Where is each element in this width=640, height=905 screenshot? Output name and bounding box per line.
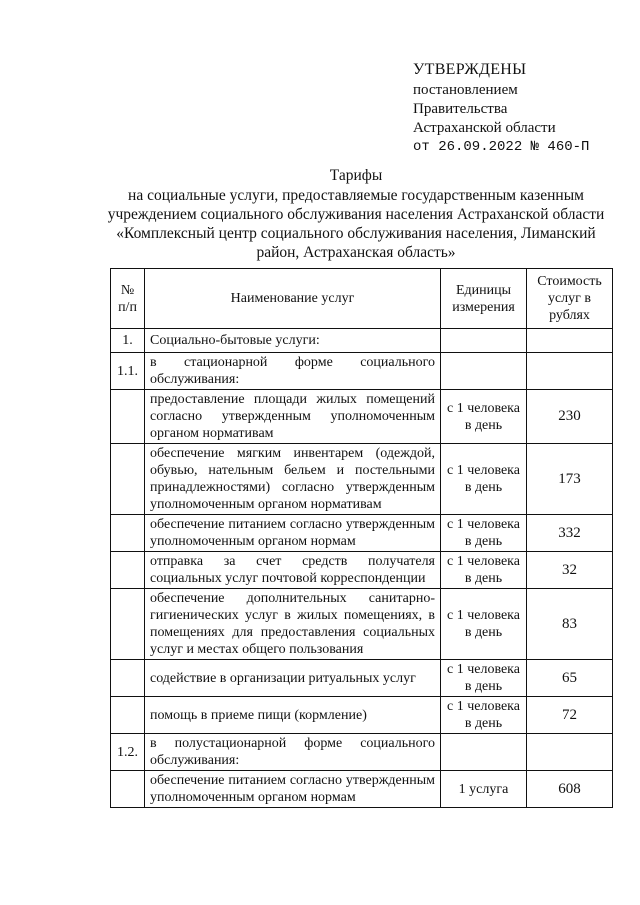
header-unit: Единицы измерения bbox=[441, 269, 527, 329]
tariffs-table bbox=[110, 268, 613, 808]
approval-line-2: Правительства bbox=[413, 101, 508, 117]
row-num bbox=[111, 552, 145, 589]
table-row bbox=[111, 390, 613, 444]
row-name: обеспечение питанием согласно утвержденным уполномоченным органом нормам bbox=[145, 515, 441, 552]
row-unit bbox=[441, 329, 527, 353]
row-num: 1. bbox=[111, 329, 145, 353]
row-unit: с 1 человека в день bbox=[441, 444, 527, 515]
row-name: обеспечение дополнительных санитарно-гигиенических услуг в жилых помещениях, в помещениях для предоставления социальных услуг и местах общего пользования bbox=[145, 589, 441, 660]
table-row bbox=[111, 353, 613, 390]
title-line-1: на социальные услуги, предоставляемые государственным казенным bbox=[128, 187, 584, 204]
row-unit: с 1 человека в день bbox=[441, 589, 527, 660]
approval-line-3: Астраханской области bbox=[413, 120, 556, 136]
table-row bbox=[111, 734, 613, 771]
row-name: в полустационарной форме социального обслуживания: bbox=[145, 734, 441, 771]
row-num bbox=[111, 589, 145, 660]
table-row bbox=[111, 329, 613, 353]
row-unit bbox=[441, 734, 527, 771]
approval-heading: УТВЕРЖДЕНЫ bbox=[413, 61, 527, 78]
row-name: Социально-бытовые услуги: bbox=[145, 329, 441, 353]
row-cost: 332 bbox=[527, 515, 613, 552]
table-row bbox=[111, 771, 613, 808]
row-name: помощь в приеме пищи (кормление) bbox=[145, 697, 441, 734]
row-num bbox=[111, 660, 145, 697]
row-name: обеспечение мягким инвентарем (одеждой, обувью, нательным бельем и постельными принадлежностями) согласно утвержденным уполномоченным органом нормативам bbox=[145, 444, 441, 515]
row-cost bbox=[527, 329, 613, 353]
table-row bbox=[111, 589, 613, 660]
approval-line-1: постановлением bbox=[413, 82, 518, 98]
row-num bbox=[111, 697, 145, 734]
header-name: Наименование услуг bbox=[145, 269, 441, 329]
row-num bbox=[111, 771, 145, 808]
row-unit: с 1 человека в день bbox=[441, 697, 527, 734]
row-num bbox=[111, 515, 145, 552]
row-cost: 32 bbox=[527, 552, 613, 589]
table-row bbox=[111, 552, 613, 589]
table-row bbox=[111, 444, 613, 515]
row-name: предоставление площади жилых помещений согласно утвержденным уполномоченным органом нормативам bbox=[145, 390, 441, 444]
approval-block bbox=[413, 60, 589, 157]
table-header-row bbox=[111, 269, 613, 329]
header-cost: Стоимость услуг в рублях bbox=[527, 269, 613, 329]
row-num bbox=[111, 390, 145, 444]
row-num: 1.1. bbox=[111, 353, 145, 390]
document-title bbox=[96, 166, 616, 262]
title-line-3: «Комплексный центр социального обслуживания населения, Лиманский bbox=[116, 225, 596, 242]
row-cost bbox=[527, 353, 613, 390]
row-num bbox=[111, 444, 145, 515]
row-cost: 173 bbox=[527, 444, 613, 515]
row-num: 1.2. bbox=[111, 734, 145, 771]
row-cost: 230 bbox=[527, 390, 613, 444]
row-cost: 72 bbox=[527, 697, 613, 734]
row-name: обеспечение питанием согласно утвержденным уполномоченным органом нормам bbox=[145, 771, 441, 808]
title-main: Тарифы bbox=[329, 167, 383, 184]
row-unit bbox=[441, 353, 527, 390]
table-row bbox=[111, 697, 613, 734]
row-cost: 608 bbox=[527, 771, 613, 808]
row-unit: с 1 человека в день bbox=[441, 660, 527, 697]
row-unit: с 1 человека в день bbox=[441, 515, 527, 552]
row-unit: с 1 человека в день bbox=[441, 552, 527, 589]
row-name: отправка за счет средств получателя социальных услуг почтовой корреспонденции bbox=[145, 552, 441, 589]
header-num: № п/п bbox=[111, 269, 145, 329]
approval-date-number: от 26.09.2022 № 460-П bbox=[413, 139, 590, 155]
row-cost bbox=[527, 734, 613, 771]
title-line-4: район, Астраханская область» bbox=[256, 244, 456, 261]
table-row bbox=[111, 515, 613, 552]
row-cost: 83 bbox=[527, 589, 613, 660]
row-unit: с 1 человека в день bbox=[441, 390, 527, 444]
row-cost: 65 bbox=[527, 660, 613, 697]
table-row bbox=[111, 660, 613, 697]
row-unit: 1 услуга bbox=[441, 771, 527, 808]
title-line-2: учреждением социального обслуживания населения Астраханской области bbox=[107, 206, 605, 223]
row-name: содействие в организации ритуальных услуг bbox=[145, 660, 441, 697]
row-name: в стационарной форме социального обслуживания: bbox=[145, 353, 441, 390]
